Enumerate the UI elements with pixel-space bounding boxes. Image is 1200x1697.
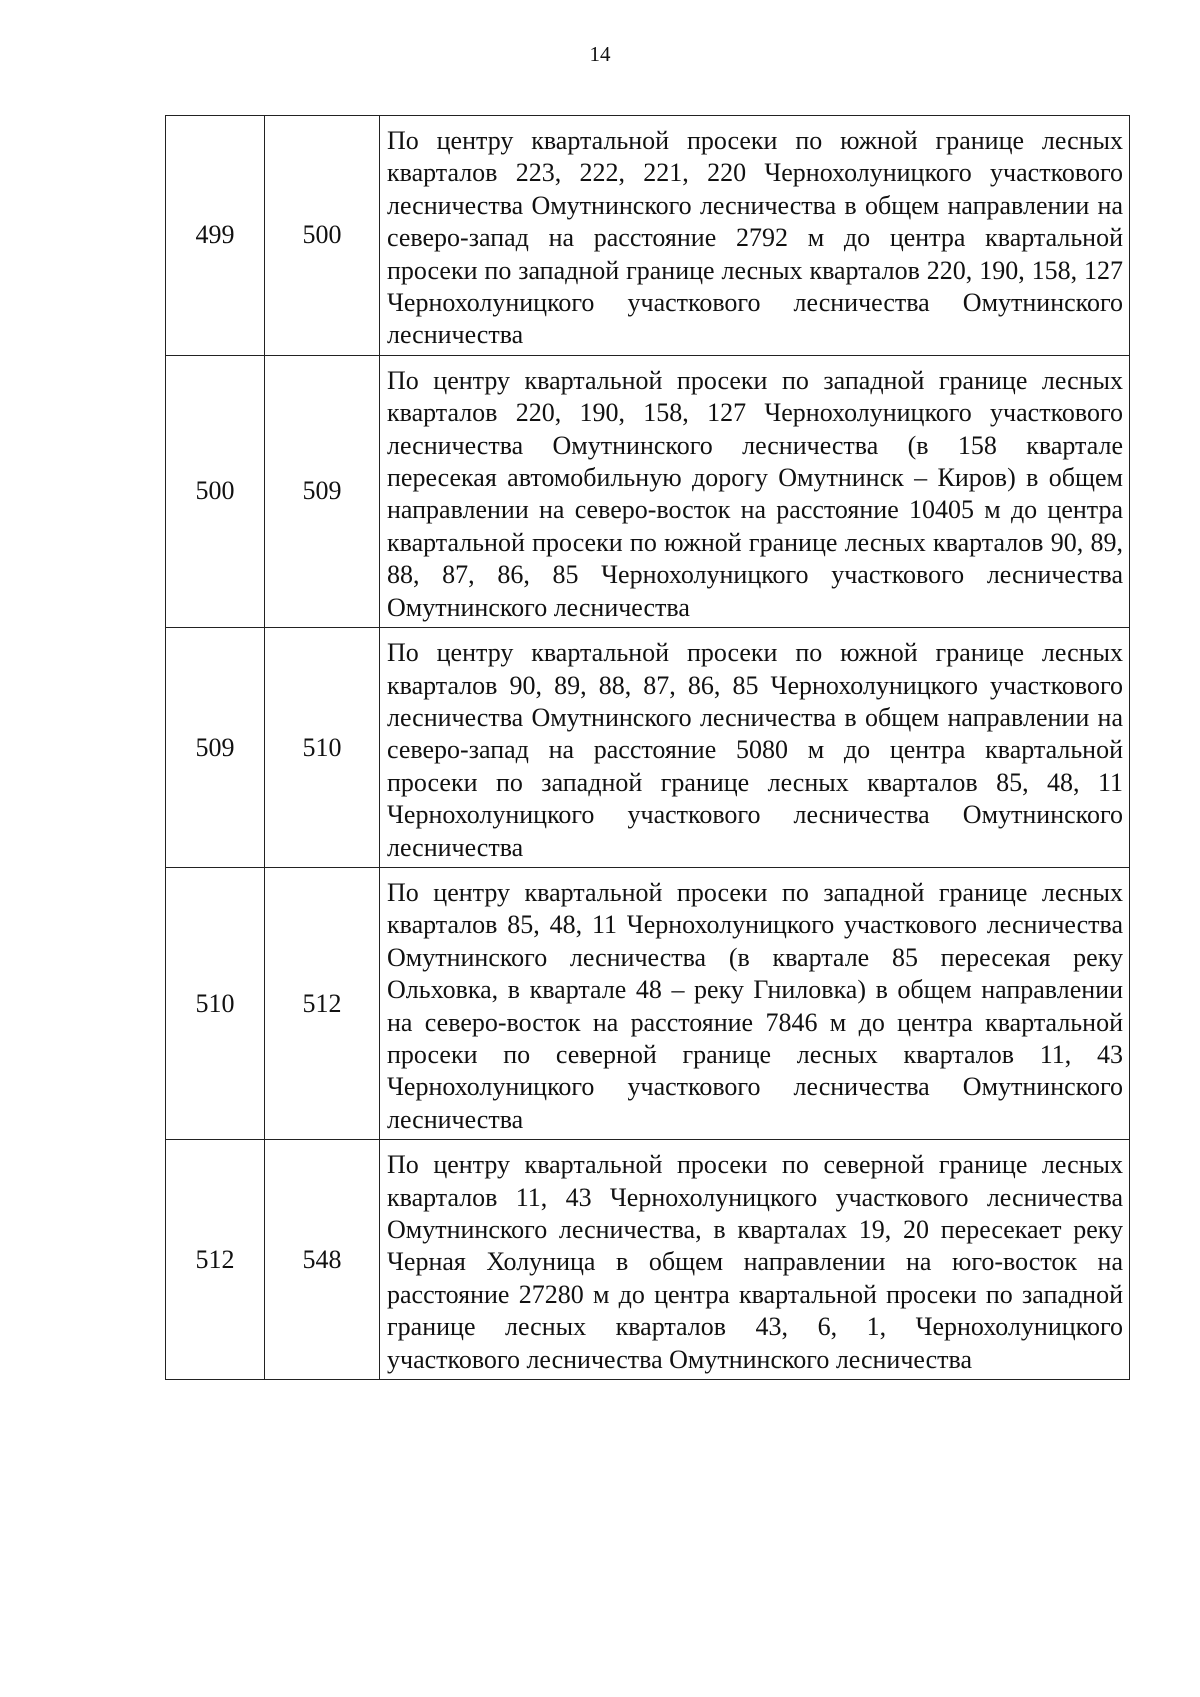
table-row (166, 355, 1130, 627)
from-point-cell: 500 (166, 355, 265, 627)
from-point-cell: 512 (166, 1140, 265, 1380)
page-number: 14 (589, 42, 611, 66)
boundary-description-cell: По центру квартальной просеки по западной границе лесных кварталов 85, 48, 11 Чернохолуницкого участкового лесничества Омутнинского лесничества (в квартале 85 пересекая реку Ольховка, в квартале 48 – реку Гниловка) в общем направлении на северо-восток на расстояние 7846 м до центра квартальной просеки по северной границе лесных кварталов 11, 43 Чернохолуницкого участкового лесничества Омутнинского лесничества (380, 867, 1130, 1139)
to-point-cell: 500 (265, 116, 380, 356)
boundary-description-cell: По центру квартальной просеки по северной границе лесных кварталов 11, 43 Чернохолуницкого участкового лесничества Омутнинского лесничества, в кварталах 19, 20 пересекает реку Черная Холуница в общем направлении на юго-восток на расстояние 27280 м до центра квартальной просеки по западной границе лесных кварталов 43, 6, 1, Чернохолуницкого участкового лесничества Омутнинского лесничества (380, 1140, 1130, 1380)
to-point-cell: 509 (265, 355, 380, 627)
table-row (166, 116, 1130, 356)
table-row (166, 1140, 1130, 1380)
boundary-description-cell: По центру квартальной просеки по южной границе лесных кварталов 223, 222, 221, 220 Чернохолуницкого участкового лесничества Омутнинского лесничества в общем направлении на северо-запад на расстояние 2792 м до центра квартальной просеки по западной границе лесных кварталов 220, 190, 158, 127 Чернохолуницкого участкового лесничества Омутнинского лесничества (380, 116, 1130, 356)
to-point-cell: 548 (265, 1140, 380, 1380)
from-point-cell: 510 (166, 867, 265, 1139)
from-point-cell: 499 (166, 116, 265, 356)
table-row (166, 628, 1130, 868)
to-point-cell: 512 (265, 867, 380, 1139)
boundary-description-cell: По центру квартальной просеки по южной границе лесных кварталов 90, 89, 88, 87, 86, 85 Чернохолуницкого участкового лесничества Омутнинского лесничества в общем направлении на северо-запад на расстояние 5080 м до центра квартальной просеки по западной границе лесных кварталов 85, 48, 11 Чернохолуницкого участкового лесничества Омутнинского лесничества (380, 628, 1130, 868)
boundary-description-table (165, 115, 1130, 1380)
from-point-cell: 509 (166, 628, 265, 868)
boundary-description-cell: По центру квартальной просеки по западной границе лесных кварталов 220, 190, 158, 127 Чернохолуницкого участкового лесничества Омутнинского лесничества (в 158 квартале пересекая автомобильную дорогу Омутнинск – Киров) в общем направлении на северо-восток на расстояние 10405 м до центра квартальной просеки по южной границе лесных кварталов 90, 89, 88, 87, 86, 85 Чернохолуницкого участкового лесничества Омутнинского лесничества (380, 355, 1130, 627)
to-point-cell: 510 (265, 628, 380, 868)
table-row (166, 867, 1130, 1139)
